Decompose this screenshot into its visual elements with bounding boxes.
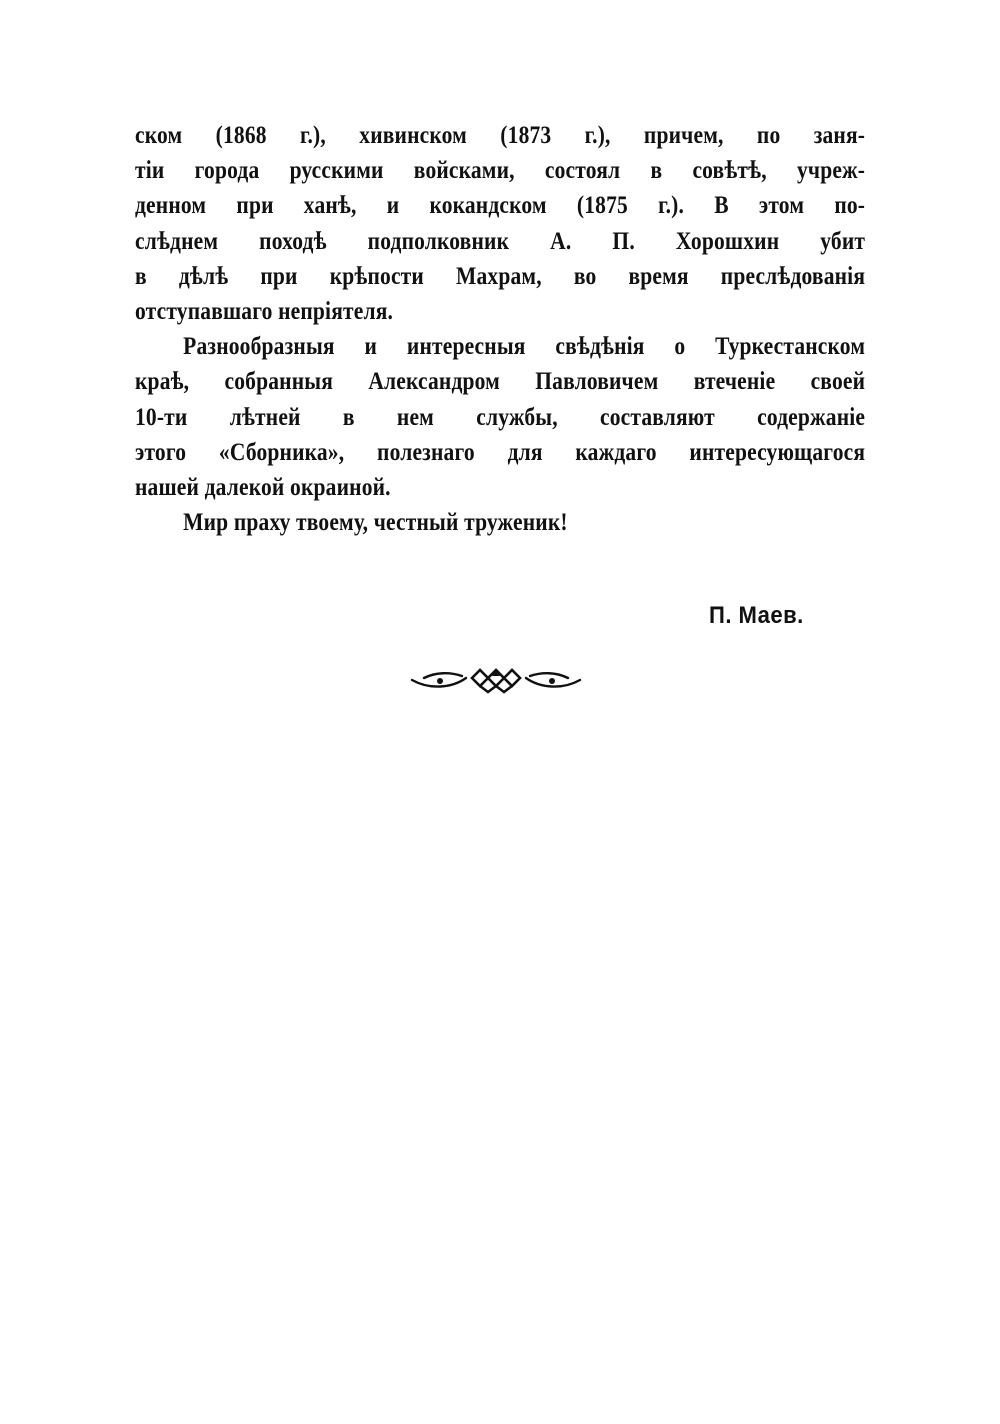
text-line: Мир праху твоему, честный труженик! bbox=[183, 509, 568, 537]
text-line: ском (1868 г.), хивинском (1873 г.), причем, по заня- bbox=[135, 122, 866, 149]
text-line: отступавшаго непріятеля. bbox=[135, 297, 394, 325]
text-line: краѣ, собранныя Александром Павловичем втеченіе своей bbox=[135, 368, 866, 396]
text-line: денном при ханѣ, и кокандском (1875 г.). В этом по- bbox=[135, 192, 866, 220]
body-text bbox=[135, 118, 865, 540]
author-signature: П. Маев. bbox=[709, 602, 804, 629]
text-line: в дѣлѣ при крѣпости Махрам, во время преслѣдованія bbox=[135, 262, 866, 290]
text-line: слѣднем походѣ подполковник А. П. Хорошхин убит bbox=[135, 227, 866, 255]
text-line: Разнообразныя и интересныя свѣдѣнія о Туркестанском bbox=[183, 333, 866, 361]
text-line: этого «Сборника», полезнаго для каждаго интересующагося bbox=[135, 438, 866, 466]
text-line: тіи города русскими войсками, состоял в совѣтѣ, учреж- bbox=[135, 157, 866, 185]
text-line: нашей далекой окраиной. bbox=[135, 473, 391, 501]
text-line: 10-ти лѣтней в нем службы, составляют содержаніе bbox=[135, 403, 866, 431]
decorative-flourish-icon bbox=[410, 664, 582, 694]
